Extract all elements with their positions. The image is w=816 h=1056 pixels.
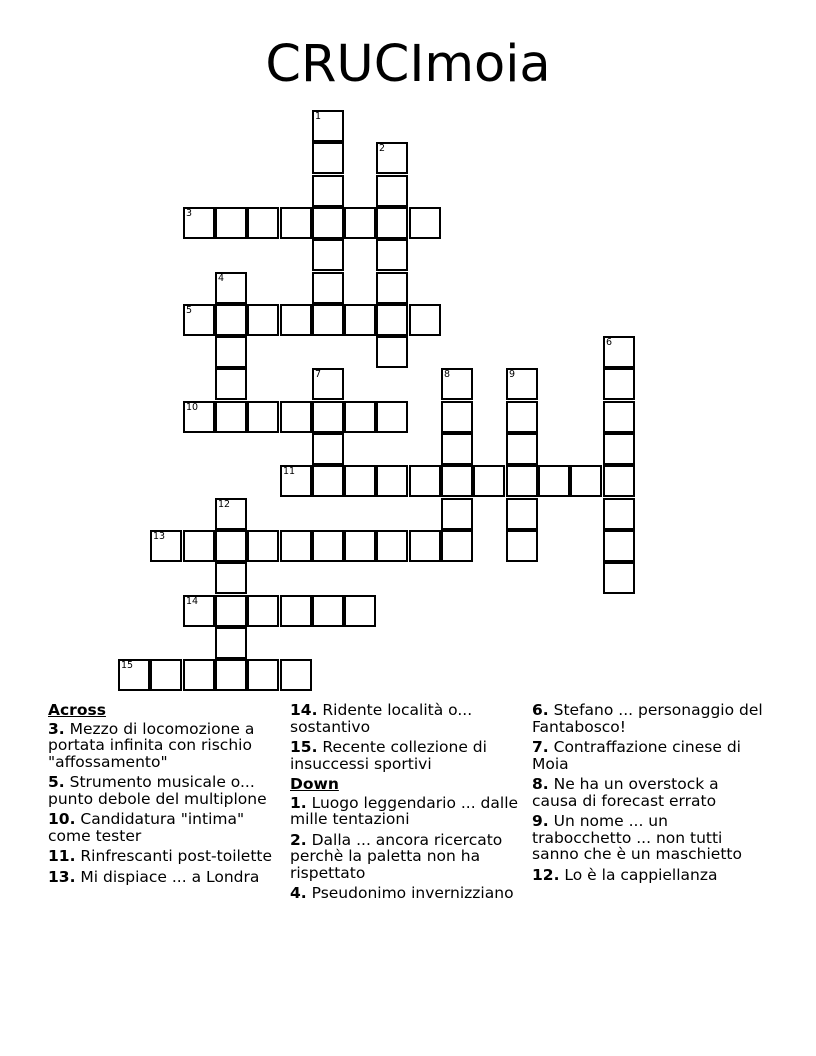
- cell-number: 11: [283, 466, 296, 477]
- grid-cell[interactable]: [506, 401, 538, 433]
- grid-cell[interactable]: [441, 368, 473, 400]
- cell-number: 7: [315, 369, 322, 380]
- grid-cell[interactable]: [344, 595, 376, 627]
- grid-cell[interactable]: [376, 175, 408, 207]
- grid-cell[interactable]: [603, 336, 635, 368]
- clue-down-7[interactable]: 7. Contraffazione cinese di Moia: [532, 738, 741, 773]
- cell-number: 9: [509, 369, 516, 380]
- grid-cell[interactable]: [215, 368, 247, 400]
- grid-cell[interactable]: [409, 530, 441, 562]
- grid-cell[interactable]: [376, 401, 408, 433]
- cell-number: 1: [315, 111, 322, 122]
- clue-across-15[interactable]: 15. Recente collezione di insuccessi sportivi: [290, 738, 487, 773]
- clue-down-1[interactable]: 1. Luogo leggendario ... dalle mille tentazioni: [290, 793, 519, 828]
- grid-cell[interactable]: [312, 530, 344, 562]
- across-heading: Across: [48, 701, 106, 719]
- cell-number: 4: [218, 273, 225, 284]
- grid-cell[interactable]: [215, 304, 247, 336]
- grid-cell[interactable]: [312, 433, 344, 465]
- grid-cell[interactable]: [441, 498, 473, 530]
- grid-cell[interactable]: [344, 207, 376, 239]
- grid-cell[interactable]: [603, 465, 635, 497]
- grid-cell[interactable]: [215, 595, 247, 627]
- grid-cell[interactable]: [409, 304, 441, 336]
- grid-cell[interactable]: [441, 401, 473, 433]
- grid-cell[interactable]: [280, 465, 312, 497]
- grid-cell[interactable]: [280, 659, 312, 691]
- clue-across-13[interactable]: 13. Mi dispiace ... a Londra: [48, 867, 260, 886]
- grid-cell[interactable]: [280, 401, 312, 433]
- grid-cell[interactable]: [506, 498, 538, 530]
- grid-cell[interactable]: [376, 239, 408, 271]
- cell-number: 14: [186, 596, 199, 607]
- grid-cell[interactable]: [312, 175, 344, 207]
- grid-cell[interactable]: [247, 659, 279, 691]
- grid-cell[interactable]: [247, 207, 279, 239]
- clue-across-5[interactable]: 5. Strumento musicale o... punto debole del multiplone: [48, 773, 267, 808]
- grid-cell[interactable]: [312, 465, 344, 497]
- grid-cell[interactable]: [441, 530, 473, 562]
- grid-cell[interactable]: [570, 465, 602, 497]
- grid-cell[interactable]: [183, 401, 215, 433]
- grid-cell[interactable]: [183, 595, 215, 627]
- grid-cell[interactable]: [312, 595, 344, 627]
- grid-cell[interactable]: [215, 336, 247, 368]
- clue-column-2: [290, 702, 522, 906]
- clue-across-3[interactable]: 3. Mezzo di locomozione a portata infinita con rischio "affossamento": [48, 719, 255, 771]
- grid-cell[interactable]: [215, 401, 247, 433]
- grid-cell[interactable]: [247, 595, 279, 627]
- grid-cell[interactable]: [312, 142, 344, 174]
- grid-cell[interactable]: [603, 562, 635, 594]
- grid-cell[interactable]: [150, 659, 182, 691]
- grid-cell[interactable]: [603, 401, 635, 433]
- grid-cell[interactable]: [603, 530, 635, 562]
- puzzle-title: CRUCImoia: [265, 35, 551, 94]
- clue-down-6[interactable]: 6. Stefano ... personaggio del Fantabosco!: [532, 701, 763, 736]
- grid-cell[interactable]: [312, 304, 344, 336]
- grid-cell[interactable]: [312, 207, 344, 239]
- grid-cell[interactable]: [376, 272, 408, 304]
- grid-cell[interactable]: [312, 272, 344, 304]
- grid-cell[interactable]: [215, 498, 247, 530]
- grid-cell[interactable]: [344, 401, 376, 433]
- grid-cell[interactable]: [312, 368, 344, 400]
- cell-number: 2: [379, 143, 386, 154]
- grid-cell[interactable]: [441, 433, 473, 465]
- grid-cell[interactable]: [150, 530, 182, 562]
- grid-cell[interactable]: [215, 530, 247, 562]
- cell-number: 3: [186, 208, 193, 219]
- clue-down-9[interactable]: 9. Un nome ... un trabocchetto ... non tutti sanno che è un maschietto: [532, 812, 742, 863]
- grid-cell[interactable]: [247, 304, 279, 336]
- clue-down-8[interactable]: 8. Ne ha un overstock a causa di forecast errato: [532, 775, 719, 810]
- grid-cell[interactable]: [215, 207, 247, 239]
- grid-cell[interactable]: [215, 562, 247, 594]
- cell-number: 8: [444, 369, 451, 380]
- clue-across-11[interactable]: 11. Rinfrescanti post-toilette: [48, 847, 273, 865]
- clue-down-2[interactable]: 2. Dalla ... ancora ricercato perchè la paletta non ha rispettato: [290, 830, 503, 882]
- grid-cell[interactable]: [538, 465, 570, 497]
- cell-number: 6: [606, 337, 613, 348]
- cell-number: 10: [186, 402, 199, 413]
- grid-cell[interactable]: [506, 530, 538, 562]
- cell-number: 5: [186, 305, 193, 316]
- grid-cell[interactable]: [344, 465, 376, 497]
- grid-cell[interactable]: [473, 465, 505, 497]
- grid-cell[interactable]: [312, 110, 344, 142]
- grid-cell[interactable]: [312, 239, 344, 271]
- grid-cell[interactable]: [215, 627, 247, 659]
- grid-cell[interactable]: [183, 530, 215, 562]
- grid-cell[interactable]: [280, 304, 312, 336]
- grid-cell[interactable]: [344, 530, 376, 562]
- grid-cell[interactable]: [506, 465, 538, 497]
- cell-number: 15: [121, 660, 134, 671]
- clue-column-1: [48, 702, 280, 889]
- grid-cell[interactable]: [215, 659, 247, 691]
- clue-column-3: [532, 702, 764, 887]
- grid-cell[interactable]: [409, 207, 441, 239]
- grid-cell[interactable]: [280, 595, 312, 627]
- grid-cell[interactable]: [603, 368, 635, 400]
- grid-cell[interactable]: [376, 336, 408, 368]
- cell-number: 12: [218, 499, 231, 510]
- clue-down-12[interactable]: 12. Lo è la cappiellanza: [532, 865, 718, 884]
- grid-cell[interactable]: [183, 304, 215, 336]
- grid-cell[interactable]: [247, 530, 279, 562]
- grid-cell[interactable]: [506, 368, 538, 400]
- grid-cell[interactable]: [183, 207, 215, 239]
- grid-cell[interactable]: [376, 142, 408, 174]
- clue-across-10[interactable]: 10. Candidatura "intima" come tester: [48, 810, 245, 845]
- grid-cell[interactable]: [376, 304, 408, 336]
- grid-cell[interactable]: [603, 433, 635, 465]
- grid-cell[interactable]: [183, 659, 215, 691]
- grid-cell[interactable]: [409, 465, 441, 497]
- grid-cell[interactable]: [247, 401, 279, 433]
- clue-down-4[interactable]: 4. Pseudonimo invernizziano: [290, 884, 514, 902]
- cell-number: 13: [153, 531, 166, 542]
- grid-cell[interactable]: [506, 433, 538, 465]
- grid-cell[interactable]: [280, 530, 312, 562]
- grid-cell[interactable]: [441, 465, 473, 497]
- grid-cell[interactable]: [376, 465, 408, 497]
- down-heading: Down: [290, 775, 339, 793]
- grid-cell[interactable]: [280, 207, 312, 239]
- grid-cell[interactable]: [376, 207, 408, 239]
- grid-cell[interactable]: [215, 272, 247, 304]
- grid-cell[interactable]: [376, 530, 408, 562]
- grid-cell[interactable]: [344, 304, 376, 336]
- grid-cell[interactable]: [603, 498, 635, 530]
- clue-across-14[interactable]: 14. Ridente località o... sostantivo: [290, 701, 473, 736]
- grid-cell[interactable]: [118, 659, 150, 691]
- grid-cell[interactable]: [312, 401, 344, 433]
